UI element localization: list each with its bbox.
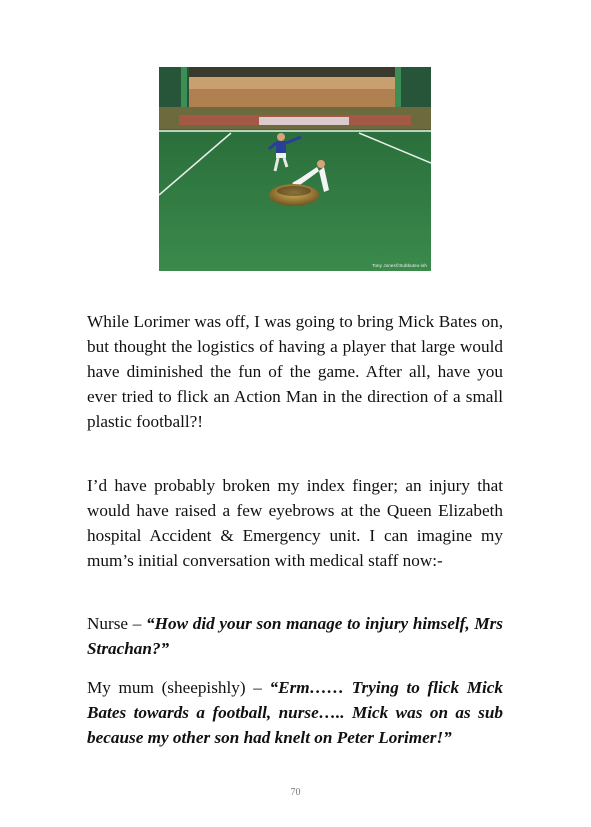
photo-credit: Tony Jones©Subbuteo-ish (372, 263, 427, 268)
paragraph-nurse-dialogue (87, 611, 503, 661)
paragraph-1-text: While Lorimer was off, I was going to bring Mick Bates on, but thought the logistics of having a player that large would have diminished the fun of the game. After all, have you ever tried to flick an Action Man in the direction of a small plastic football?! (87, 312, 503, 431)
subbuteo-photo (159, 67, 431, 271)
paragraph-mum-dialogue (87, 675, 503, 750)
mum-quote: “Erm…… Trying to flick Mick Bates towards a football, nurse….. Mick was on as sub because my other son had knelt on Peter Lorimer!” (87, 678, 503, 747)
nurse-speaker: Nurse – (87, 614, 147, 633)
mum-speaker: My mum (sheepishly) – (87, 678, 270, 697)
nurse-quote: “How did your son manage to injury himself, Mrs Strachan?” (87, 614, 503, 658)
paragraph-2-text: I’d have probably broken my index finger; an injury that would have raised a few eyebrows at the Queen Elizabeth hospital Accident & Emergency unit. I can imagine my mum’s initial conversation with medical staff now:- (87, 476, 503, 570)
paragraph-2 (87, 473, 503, 573)
page-number: 70 (290, 787, 301, 798)
paragraph-1 (87, 309, 503, 434)
